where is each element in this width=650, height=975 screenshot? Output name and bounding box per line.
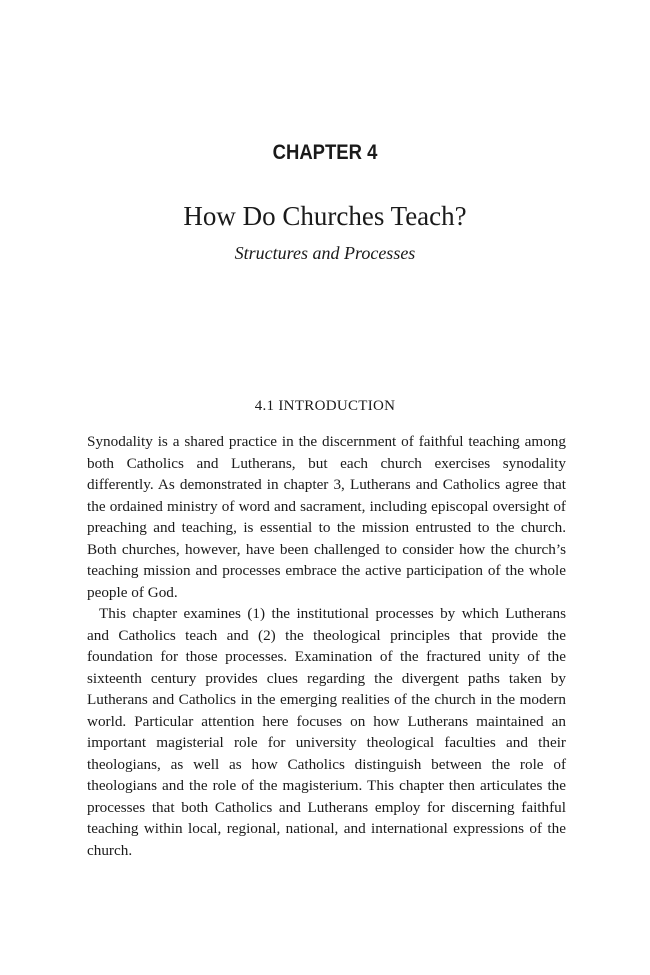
chapter-title: How Do Churches Teach?	[183, 201, 467, 231]
chapter-label: CHAPTER 4	[272, 141, 378, 164]
paragraph-2: This chapter examines (1) the institutional processes by which Lutherans and Catholics teach and (2) the theological principles that provide the foundation for those processes. Examination of the fractured unity of the sixteenth century provides clues regarding the divergent paths taken by Lutherans and Catholics in the emerging realities of the church in the modern world. Particular attention here focuses on how Lutherans maintained an important magisterial role for university theological faculties and their theologians, as well as how Catholics distinguish between the role of theologians and the role of the magisterium. This chapter then articulates the processes that both Catholics and Lutherans employ for discerning faithful teaching within local, regional, national, and international expressions of the church.	[87, 605, 566, 859]
body-text	[87, 431, 566, 861]
paragraph-1: Synodality is a shared practice in the discernment of faithful teaching among both Catholics and Lutherans, but each church exercises synodality differently. As demonstrated in chapter 3, Lutherans and Catholics agree that the ordained ministry of word and sacrament, including episcopal oversight of preaching and teaching, is essential to the mission entrusted to the church. Both churches, however, have been challenged to consider how the church’s teaching mission and processes embrace the active participation of the whole people of God.	[87, 433, 566, 601]
chapter-subtitle: Structures and Processes	[234, 243, 416, 263]
section-heading: 4.1 INTRODUCTION	[254, 398, 396, 414]
